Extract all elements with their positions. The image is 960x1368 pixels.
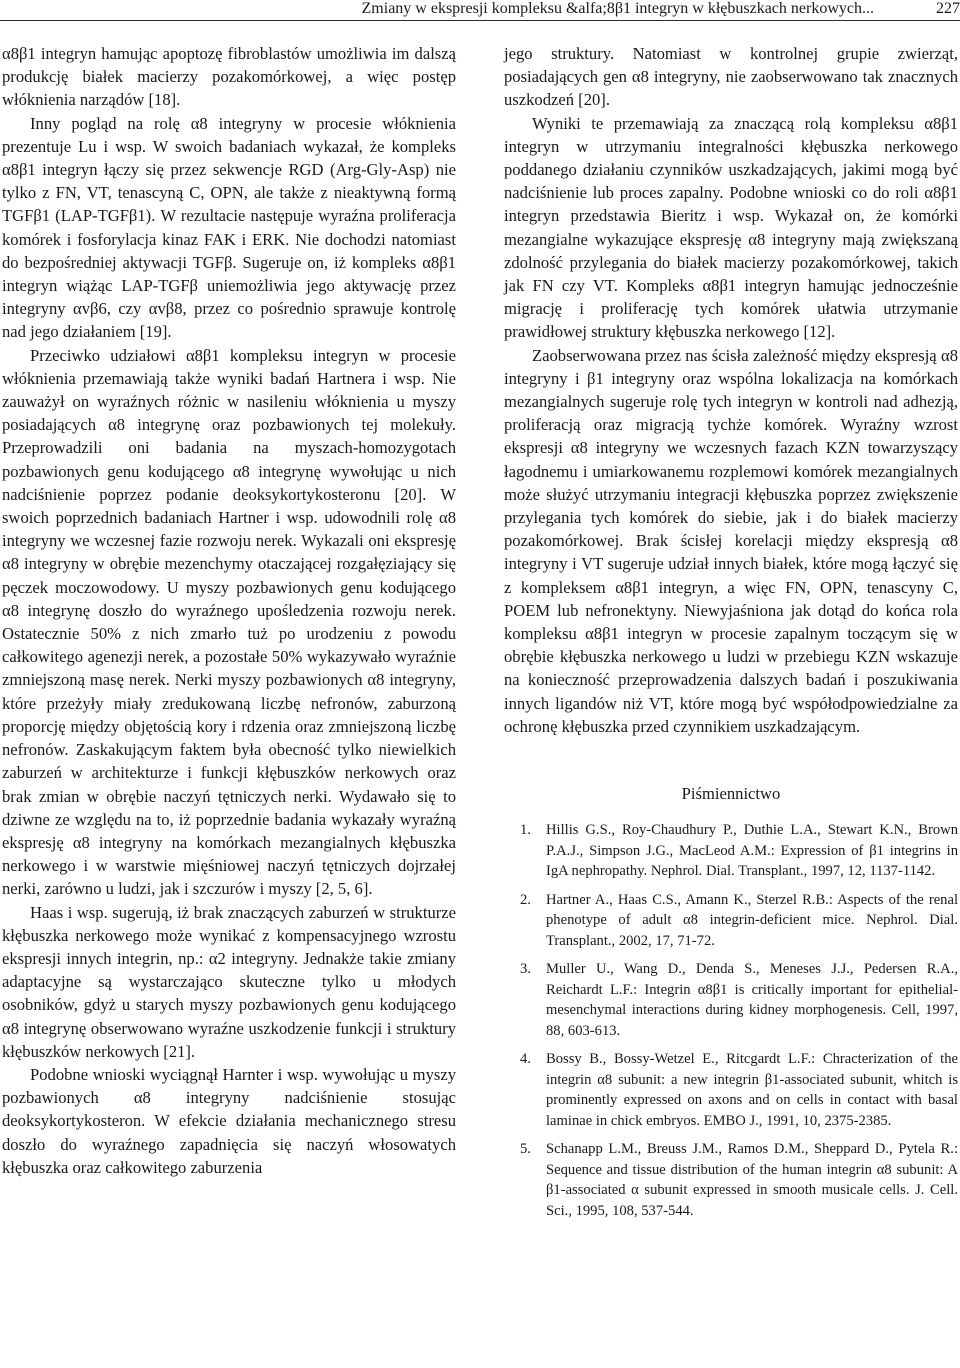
reference-text: Muller U., Wang D., Denda S., Meneses J.J., Pedersen R.A., Reichardt L.F.: Integrin α8β1 is critically important for epithelial-mesenchymal interactions during kidney morphogenesis. Cell, 1997, 88, 603-613. <box>546 961 958 1039</box>
reference-item <box>504 1049 958 1131</box>
references-heading: Piśmiennictwo <box>681 784 781 804</box>
reference-number: 3. <box>520 961 531 978</box>
reference-list <box>504 820 958 1221</box>
paragraph: Przeciwko udziałowi α8β1 kompleksu integryn w procesie włóknienia przemawiają także wyniki badań Hartnera i wsp. Nie zauważył on wyraźnych różnic w nasileniu włóknienia u myszy posiadających α8 integrynę oraz pozbawionych tej molekuły. Przeprowadzili oni badania na myszach-homozygotach pozbawionych genu kodującego α8 integrynę wywołując u nich nadciśnienie poprzez podanie deoksykortykosteronu [20]. W swoich poprzednich badaniach Hartner i wsp. udowodnili rolę α8 integryny we wczesnej fazie rozwoju nerek. Wykazali oni ekspresję α8 integryny w obrębie mezenchymy otaczającej rozgałęziający się pęczek moczowodowy. U myszy pozbawionych genu kodującego α8 integrynę doszło do wyraźnego upośledzenia rozwoju nerek. Ostatecznie 50% z nich zmarło tuż po urodzeniu z powodu całkowitego agenezji nerek, a pozostałe 50% wykazywało wyraźnie zmniejszoną masę nerek. Nerki myszy pozbawionych α8 integryny, które przeżyły miały zredukowaną liczbę nefronów, zaburzoną proporcję między objętością kory i rdzenia oraz zmniejszoną liczbę nefronów. Zaskakującym faktem była obecność tylko niewielkich zaburzeń w architekturze i funkcji kłębuszków nerkowych oraz brak zmian w obrębie naczyń tętniczych nerki. Wydawało się to dziwne ze względu na to, iż poprzednie badania wykazały wyraźną ekspresję α8 integryny na komórkach mezangialnych kłębuszka nerkowego i w warstwie mięśniowej naczyń tętniczych dojrzałej nerki, zarówno u ludzi, jak i szczurów i myszy [2, 5, 6]. <box>2 345 456 899</box>
right-column <box>504 42 958 1229</box>
running-header-title: Zmiany w ekspresji kompleksu &alfa;8β1 integryn w kłębuszkach nerkowych... <box>361 0 874 17</box>
reference-item <box>504 1139 958 1221</box>
running-header <box>0 0 960 18</box>
paragraph: Inny pogląd na rolę α8 integryny w procesie włóknienia prezentuje Lu i wsp. W swoich badaniach wykazał, że kompleks α8β1 integryn łączy się przez sekwencje RGD (Arg-Gly-Asp) nie tylko z FN, VT, tenascyną C, OPN, ale także z nieaktywną formą TGFβ1 (LAP-TGFβ1). W rezultacie następuje wyraźna proliferacja komórek i fosforylacja kinaz FAK i ERK. Nie dochodzi natomiast do bezpośredniej aktywacji TGFβ. Sugeruje on, iż kompleks α8β1 integryn wiążąc LAP-TGFβ uniemożliwia jego aktywację przez integryny αvβ6, czy αvβ8, przez co pośrednio sprawuje kontrolę nad jego działaniem [19]. <box>2 113 456 342</box>
paragraph: Wyniki te przemawiają za znaczącą rolą kompleksu α8β1 integryn w utrzymaniu integralności kłębuszka nerkowego poddanego działaniu czynników uszkadzających, jakimi mogą być nadciśnienie lub proces zapalny. Podobne wnioski co do roli α8β1 integryn przedstawia Bieritz i wsp. Wykazał on, że komórki mezangialne wykazujące ekspresję α8 integryny mają zwiększaną zdolność przylegania do białek macierzy pozakomórkowej, takich jak FN czy VT. Kompleks α8β1 integryn hamując jednocześnie migrację i proliferację tych komórek ułatwia utrzymanie prawidłowej struktury kłębuszka nerkowego [12]. <box>504 113 958 342</box>
reference-text: Hartner A., Haas C.S., Amann K., Sterzel R.B.: Aspects of the renal phenotype of adult α8 integrin-deficient mice. Nephrol. Dial. Transplant., 2002, 17, 71-72. <box>546 891 958 949</box>
reference-item <box>504 959 958 1041</box>
reference-number: 2. <box>520 891 531 908</box>
reference-number: 5. <box>520 1141 531 1158</box>
paragraph: Haas i wsp. sugerują, iż brak znaczących zaburzeń w strukturze kłębuszka nerkowego może wynikać z kompensacyjnego wzrostu ekspresji innych integrin, np.: α2 integryny. Jednakże takie zmiany adaptacyjne są wystarczająco skuteczne tylko u młodych osobników, gdyż u starych myszy pozbawionych genu kodującego α8 integrynę obserwowano wyraźne uszkodzenie funkcji i struktury kłębuszków nerkowych [21]. <box>2 902 456 1061</box>
paragraph: jego struktury. Natomiast w kontrolnej grupie zwierząt, posiadających gen α8 integryny, nie zaobserwowano tak znacznych uszkodzeń [20]. <box>504 44 958 110</box>
paragraph: Podobne wnioski wyciągnął Harnter i wsp. wywołując u myszy pozbawionych α8 integryny nadciśnienie stosując deoksykortykosteron. W efekcie działania mechanicznego stresu doszło do wyraźnego zapadnięcia się naczyń włosowatych kłębuszka oraz całkowitego zaburzenia <box>2 1064 456 1177</box>
reference-number: 1. <box>520 822 531 839</box>
reference-number: 4. <box>520 1051 531 1068</box>
reference-text: Hillis G.S., Roy-Chaudhury P., Duthie L.A., Stewart K.N., Brown P.A.J., Simpson J.G., MacLeod A.M.: Expression of β1 integrins in IgA nephropathy. Nephrol. Dial. Transplant., 1997, 12, 1137-1142. <box>546 822 958 880</box>
reference-text: Schanapp L.M., Breuss J.M., Ramos D.M., Sheppard D., Pytela R.: Sequence and tissue distribution of the human integrin α8 subunit: A β1-associated α subunit expressed in smooth musicale cells. J. Cell. Sci., 1995, 108, 537-544. <box>546 1141 958 1219</box>
reference-text: Bossy B., Bossy-Wetzel E., Ritcgardt L.F.: Chracterization of the integrin α8 subunit: a new integrin β1-associated subunit, whitch is prominently expressed on axons and on cells in contact with basal laminae in chick embryos. EMBO J., 1991, 10, 2375-2385. <box>546 1051 958 1129</box>
reference-item <box>504 890 958 952</box>
paragraph: Zaobserwowana przez nas ścisła zależność między ekspresją α8 integryny i β1 integryny oraz wspólna lokalizacja na komórkach mezangialnych sugeruje rolę tych integryn w kontroli nad adhezją, proliferacją oraz migracją tychże komórek. Wyraźny wzrost ekspresji α8 integryny we wczesnych fazach KZN towarzyszący łagodnemu i umiarkowanemu rozplemowi komórek mezangialnych może służyć utrzymaniu integracji kłębuszka poprzez zwiększenie przylegania tych komórek do siebie, jak i do białek macierzy pozakomórkowej. Brak ścisłej korelacji między ekspresją α8 integryny i VT sugeruje udział innych białek, które mogą łączyć się z kompleksem α8β1 integryn, a więc FN, OPN, tenascyny C, POEM lub nefronektyny. Niewyjaśniona jak dotąd do końca rola kompleksu α8β1 integryn w procesie zapalnym toczącym się w obrębie kłębuszka nerkowego u ludzi w przebiegu KZN wskazuje na konieczność przeprowadzenia dalszych badań i poszukiwania innych ligandów niż VT, które mogą być współodpowiedzialne za ochronę kłębuszka przed czynnikiem uszkadzającym. <box>504 345 958 736</box>
left-column <box>2 42 456 1179</box>
paragraph: α8β1 integryn hamując apoptozę fibroblastów umożliwia im dalszą produkcję białek macierzy pozakomórkowej, a więc postęp włóknienia narządów [18]. <box>2 44 456 110</box>
header-divider <box>0 20 960 21</box>
page-number: 227 <box>936 0 960 17</box>
reference-item <box>504 820 958 882</box>
